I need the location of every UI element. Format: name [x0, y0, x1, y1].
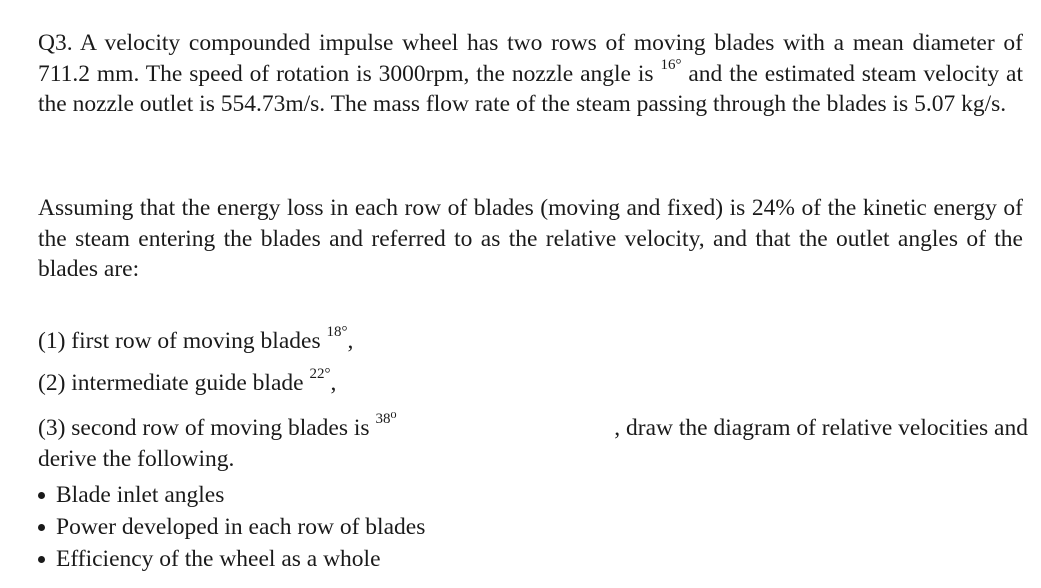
question-intro-tail: and the estimated steam velocity at the nozzle outlet is 554.73m/s. The mass flow rate of the steam passing through the blades is 5.07 kg/s. [38, 60, 1024, 118]
deliverables-list [38, 479, 425, 575]
item-guide-blade [38, 368, 336, 399]
nozzle-angle-value: 16° [660, 56, 682, 73]
list-item-label: Blade inlet angles [56, 482, 225, 508]
item-second-row-tail: , draw the diagram of relative velocities and [614, 415, 1028, 441]
question-intro-paragraph [38, 28, 1023, 120]
item-second-row-text: (3) second row of moving blades is [38, 415, 370, 441]
item-guide-blade-text: (2) intermediate guide blade [38, 370, 304, 396]
assumption-paragraph: Assuming that the energy loss in each row of blades (moving and fixed) is 24% of the kinetic energy of the steam entering the blades and referred to as the relative velocity, and that the outlet angles of the blades are: [38, 195, 1023, 283]
item-second-row-line2: derive the following. [38, 445, 235, 472]
bullet-icon [38, 556, 45, 563]
list-item [38, 511, 425, 543]
item-first-row [38, 326, 353, 357]
item-guide-blade-tail: , [330, 370, 337, 396]
list-item-label: Efficiency of the wheel as a whole [56, 546, 381, 572]
list-item-label: Power developed in each row of blades [56, 514, 426, 540]
list-item [38, 479, 425, 511]
item-guide-blade-angle: 22° [309, 366, 331, 383]
bullet-icon [38, 492, 45, 499]
item-second-row-angle: 38⁰ [375, 411, 397, 428]
bullet-icon [38, 524, 45, 531]
item-second-row-lead [38, 413, 396, 444]
item-first-row-tail: , [347, 328, 354, 354]
list-item [38, 543, 425, 575]
item-second-row [38, 413, 1028, 474]
question-intro-text: Q3. A velocity compounded impulse wheel has two rows of moving blades with a mean diameter of 711.2 mm. The speed of rotation is 3000rpm, the nozzle angle is [38, 30, 1023, 87]
item-first-row-angle: 18° [326, 324, 348, 341]
item-first-row-text: (1) first row of moving blades [38, 328, 321, 354]
